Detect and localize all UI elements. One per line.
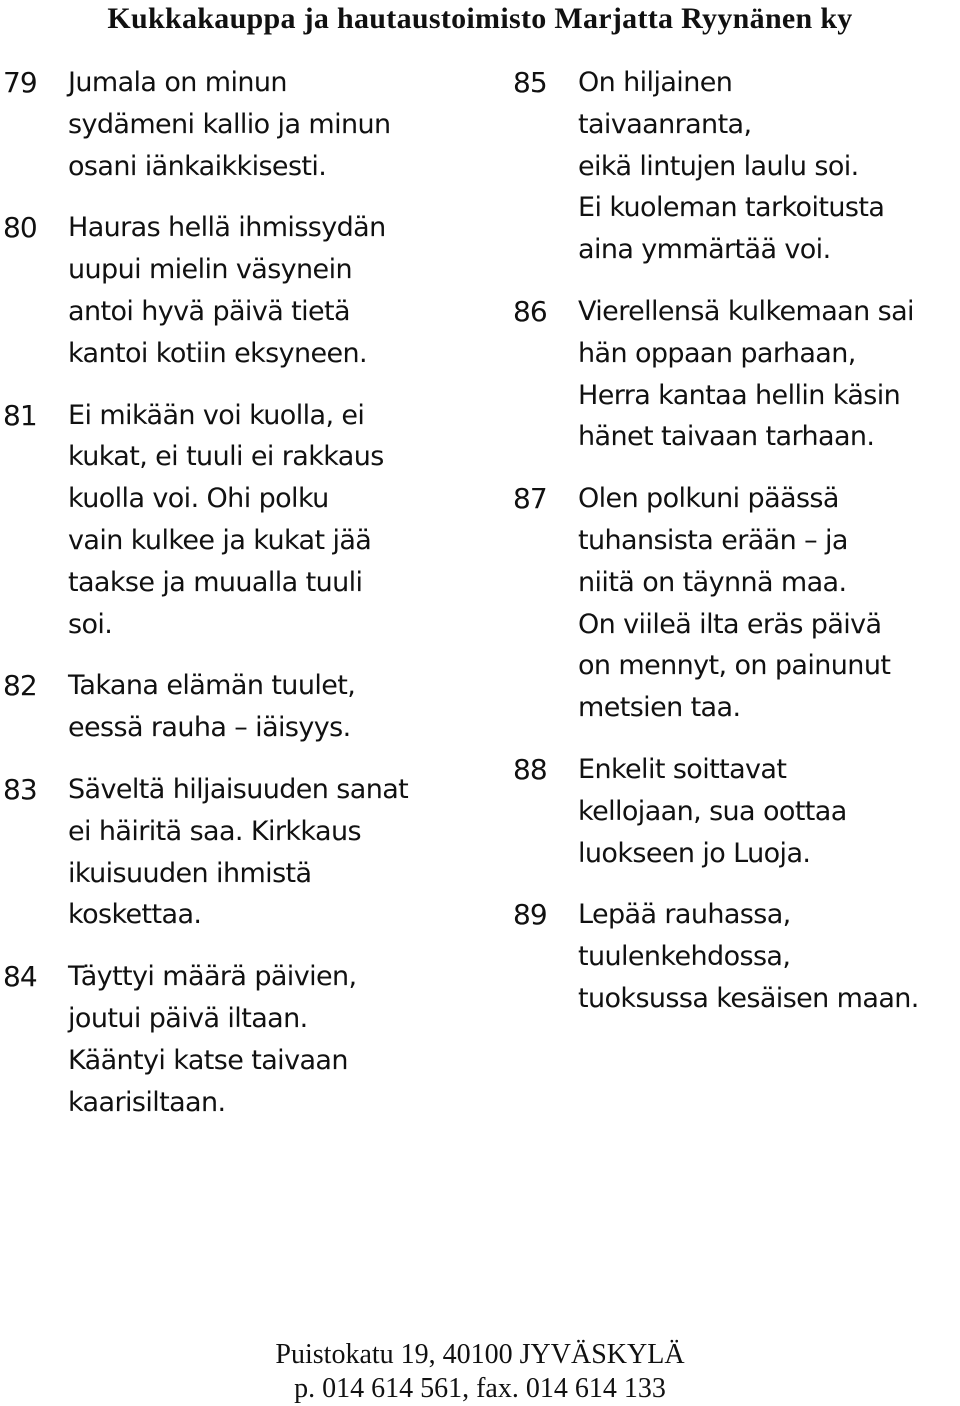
verse-number: 82 xyxy=(3,669,37,703)
verse-number: 86 xyxy=(513,294,547,328)
verse-text: Täyttyi määrä päivien, joutui päivä iltaan. Kääntyi katse taivaan kaarisiltaan. xyxy=(68,961,357,1118)
verse-number: 87 xyxy=(513,482,547,516)
verse-number: 81 xyxy=(3,398,37,432)
verse-89 xyxy=(513,894,960,1019)
verse-text: Hauras hellä ihmissydän uupui mielin väsynein antoi hyvä päivä tietä kantoi kotiin eksyneen. xyxy=(68,212,386,369)
verse-84 xyxy=(3,956,473,1123)
verse-80 xyxy=(3,207,473,374)
verse-text: Vierellensä kulkemaan sai hän oppaan parhaan, Herra kantaa hellin käsin hänet taivaan tarhaan. xyxy=(578,295,914,453)
verse-text: Takana elämän tuulet, eessä rauha – iäisyys. xyxy=(68,670,356,744)
verse-number: 79 xyxy=(3,66,37,99)
verse-number: 88 xyxy=(513,752,547,786)
verse-82 xyxy=(3,665,473,749)
verse-text: On hiljainen taivaanranta, eikä lintujen laulu soi. Ei kuoleman tarkoitusta aina ymmärtää voi. xyxy=(578,67,885,266)
verse-88 xyxy=(513,749,960,874)
verse-text: Olen polkuni päässä tuhansista erään – ja niitä on täynnä maa. On viileä ilta eräs päivä on mennyt, on painunut metsien taa. xyxy=(578,483,891,724)
verse-number: 85 xyxy=(513,66,547,99)
verse-79 xyxy=(3,62,473,187)
verse-text: Ei mikään voi kuolla, ei kukat, ei tuuli ei rakkaus kuolla voi. Ohi polku vain kulkee ja kukat jää taakse ja muualla tuuli soi. xyxy=(68,399,384,640)
verse-text: Lepää rauhassa, tuulenkehdossa, tuoksussa kesäisen maan. xyxy=(578,899,919,1014)
verse-85 xyxy=(513,62,960,271)
verse-87 xyxy=(513,478,960,729)
left-verse-column xyxy=(3,62,473,1143)
verse-text: Säveltä hiljaisuuden sanat ei häiritä saa. Kirkkaus ikuisuuden ihmistä koskettaa. xyxy=(68,773,409,931)
footer-address: Puistokatu 19, 40100 JYVÄSKYLÄ xyxy=(275,1339,685,1370)
verse-number: 83 xyxy=(3,772,37,806)
verse-number: 84 xyxy=(3,960,37,994)
verse-text: Enkelit soittavat kellojaan, sua oottaa luokseen jo Luoja. xyxy=(578,753,847,869)
footer-contact: p. 014 614 561, fax. 014 614 133 xyxy=(294,1373,666,1404)
verse-number: 80 xyxy=(3,211,37,245)
verse-81 xyxy=(3,395,473,646)
page-title: Kukkakauppa ja hautaustoimisto Marjatta Ryynänen ky xyxy=(107,2,853,35)
verse-text: Jumala on minun sydämeni kallio ja minun osani iänkaikkisesti. xyxy=(68,67,391,182)
right-verse-column xyxy=(513,62,960,1040)
verse-83 xyxy=(3,769,473,936)
verse-number: 89 xyxy=(513,898,547,932)
verse-86 xyxy=(513,291,960,458)
